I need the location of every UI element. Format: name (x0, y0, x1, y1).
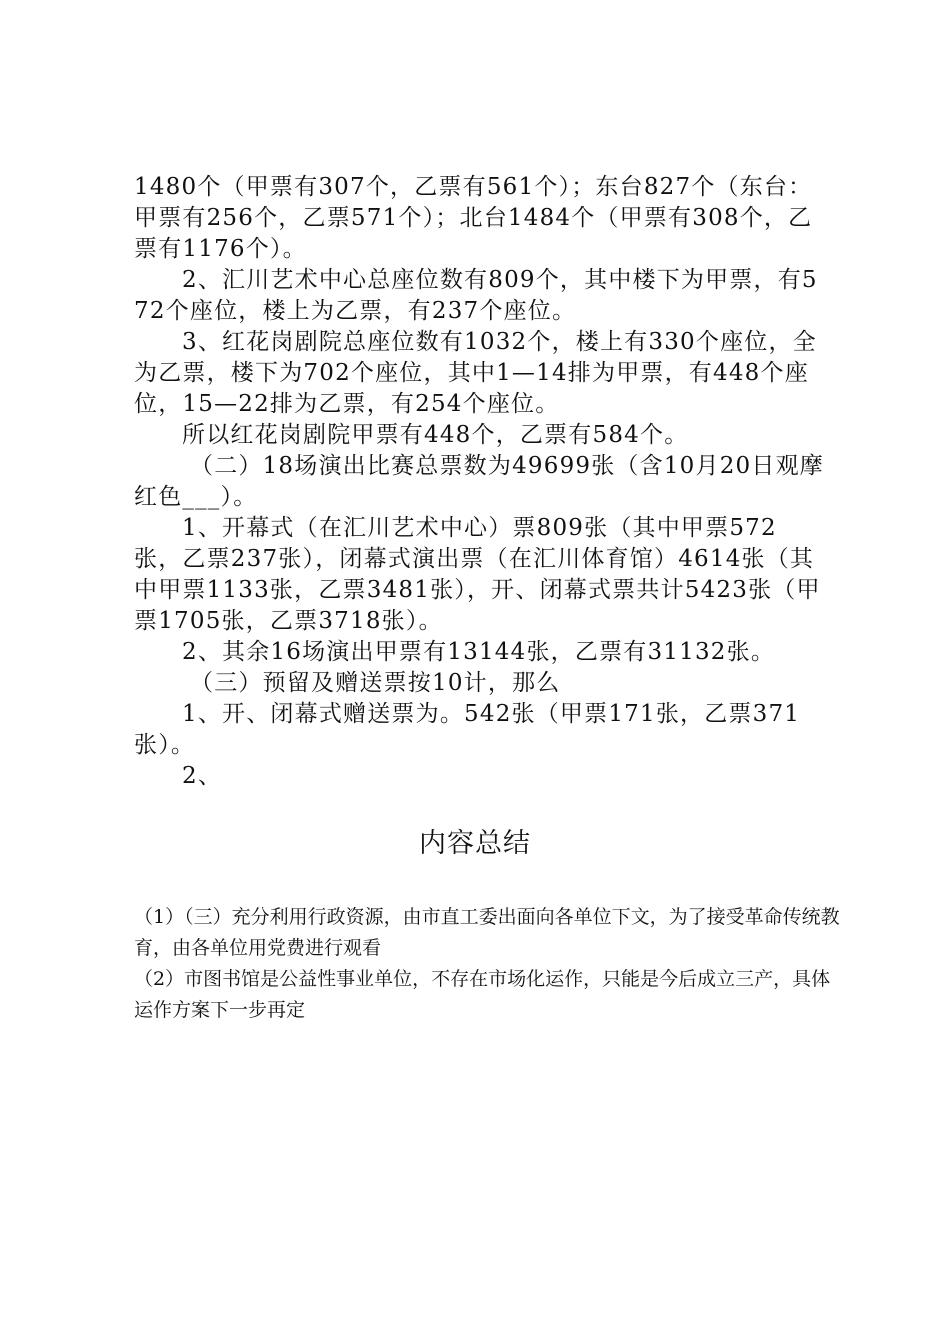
summary-title: 内容总结 (419, 828, 531, 859)
paragraph-other-shows: 2、其余16场演出甲票有13144张，乙票有31132张。 (182, 639, 776, 665)
paragraph-honghuagang-seats: 3、红花岗剧院总座位数有1032个，楼上有330个座位，全为乙票，楼下为702个座位，其中1—14排为甲票，有448个座位，15—22排为乙票，有254个座位。 (134, 329, 817, 417)
summary-list (134, 902, 840, 1026)
paragraph-honghuagang-total: 所以红花岗剧院甲票有448个，乙票有584个。 (182, 422, 689, 448)
summary-item: （1）（三）充分利用行政资源，由市直工委出面向各单位下文，为了接受革命传统教育，由各单位用党费进行观看 (134, 906, 840, 959)
paragraph-huichuan-seats: 2、汇川艺术中心总座位数有809个，其中楼下为甲票，有572个座位，楼上为乙票，有237个座位。 (134, 267, 818, 324)
paragraph-section-two-heading: （二）18场演出比赛总票数为49699张（含10月20日观摩红色___）。 (134, 453, 824, 510)
paragraph-section-three-heading: （三）预留及赠送票按10计，那么 (190, 670, 561, 696)
summary-item: （2）市图书馆是公益性事业单位，不存在市场化运作，只能是今后成立三产，具体运作方案下一步再定 (134, 968, 831, 1021)
paragraph-item-two: 2、 (182, 763, 223, 789)
paragraph-opening-closing-tickets: 1、开幕式（在汇川艺术中心）票809张（其中甲票572张，乙票237张），闭幕式演出票（在汇川体育馆）4614张（其中甲票1133张，乙票3481张），开、闭幕式票共计5423张（甲票1705张，乙票3718张）。 (134, 515, 821, 634)
document-body (134, 172, 824, 792)
paragraph-gift-tickets: 1、开、闭幕式赠送票为。542张（甲票171张，乙票371张）。 (134, 701, 801, 758)
paragraph-seat-summary: 1480个（甲票有307个，乙票有561个）；东台827个（东台：甲票有256个，乙票571个）；北台1484个（甲票有308个，乙票有1176个）。 (134, 174, 813, 262)
